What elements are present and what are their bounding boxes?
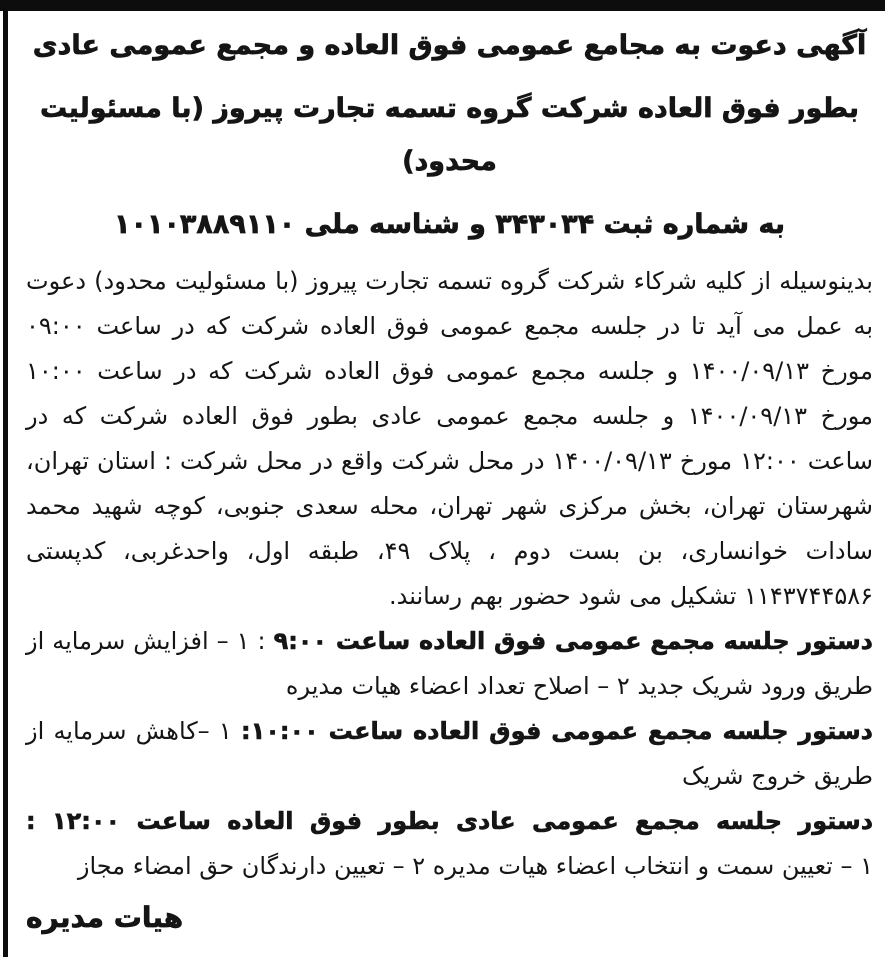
agenda-section-1200	[26, 799, 873, 889]
agenda-1000-items: ۱ –کاهش سرمایه از طریق خروج شریک	[26, 717, 873, 790]
headline-line-2: بطور فوق العاده شرکت گروه تسمه تجارت پیروز (با مسئولیت محدود)	[40, 93, 859, 177]
headline-line-1: آگهی دعوت به مجامع عمومی فوق العاده و مجمع عمومی عادی	[32, 30, 867, 61]
agenda-section-0900	[26, 619, 873, 709]
notice-body-paragraph: بدینوسیله از کلیه شرکاء شرکت گروه تسمه تجارت پیروز (با مسئولیت محدود) دعوت به عمل می آید تا در جلسه مجمع عمومی فوق العاده شرکت که در ساعت ۰۹:۰۰ مورخ ۱۴۰۰/۰۹/۱۳ و جلسه مجمع عمومی فوق العاده شرکت که در ساعت ۱۰:۰۰ مورخ ۱۴۰۰/۰۹/۱۳ و جلسه مجمع عمومی عادی بطور فوق العاده شرکت که در ساعت ۱۲:۰۰ مورخ ۱۴۰۰/۰۹/۱۳ در محل شرکت واقع در محل شرکت : استان تهران، شهرستان تهران، بخش مرکزی شهر تهران، محله سعدی جنوبی، کوچه شهید محمد سادات خوانساری، بن بست دوم ، پلاک ۴۹، طبقه اول، واحدغربی، کدپستی ۱۱۴۳۷۴۴۵۸۶ تشکیل می شود حضور بهم رسانند.	[26, 267, 874, 610]
notice-content	[26, 11, 873, 934]
agenda-0900-title: دستور جلسه مجمع عمومی فوق العاده ساعت ۹:۰۰	[273, 627, 873, 655]
headline-line-3: به شماره ثبت ۳۴۳۰۳۴ و شناسه ملی ۱۰۱۰۳۸۸۹۱۱۰	[114, 209, 785, 240]
agenda-1000-title: دستور جلسه مجمع عمومی فوق العاده ساعت ۱۰:۰۰:	[240, 717, 873, 745]
agenda-1200-title: دستور جلسه مجمع عمومی عادی بطور فوق العاده ساعت ۱۲:۰۰ :	[26, 807, 874, 835]
left-border-rule	[3, 0, 8, 957]
agenda-0900-items: : ۱ – افزایش سرمایه از طریق ورود شریک جدید ۲ – اصلاح تعداد اعضاء هیات مدیره	[26, 627, 873, 700]
board-signature: هیات مدیره	[26, 901, 184, 934]
notice-headline	[26, 11, 873, 253]
agenda-1200-items: ۱ – تعیین سمت و انتخاب اعضاء هیات مدیره ۲ – تعیین دارندگان حق امضاء مجاز	[77, 852, 873, 880]
agenda-section-1000	[26, 709, 873, 799]
top-border-rule	[0, 0, 885, 11]
